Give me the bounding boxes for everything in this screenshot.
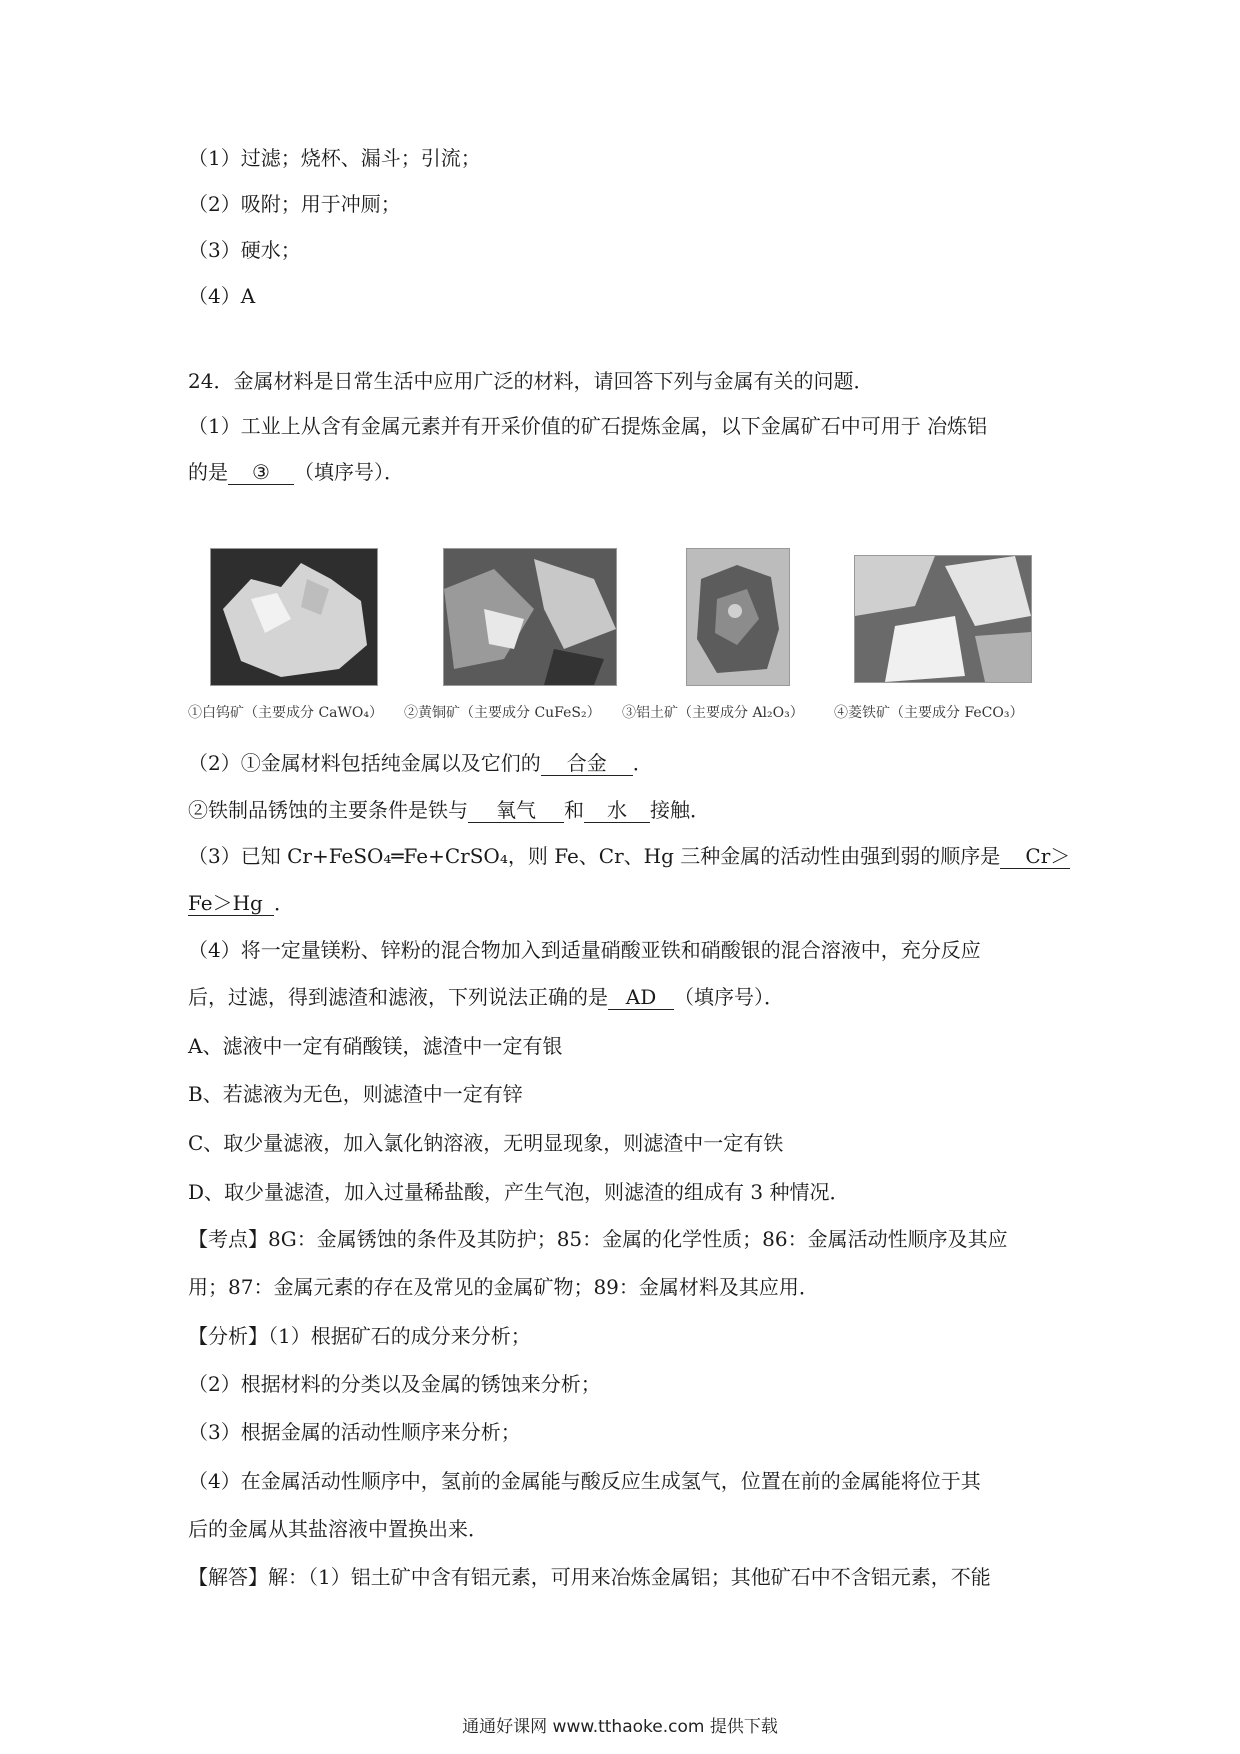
option-d: D、取少量滤渣，加入过量稀盐酸，产生气泡，则滤渣的组成有 3 种情况． (188, 1180, 850, 1204)
prev-answer-2: （2）吸附；用于冲厕； (188, 192, 401, 216)
q24-part1-line2 (188, 458, 404, 486)
ore-photo-3 (686, 548, 790, 686)
ore-photo-4 (854, 555, 1032, 683)
option-a: A、滤液中一定有硝酸镁，滤渣中一定有银 (188, 1034, 563, 1058)
q24-part2b (188, 796, 710, 824)
q24-part4-line2 (188, 983, 784, 1011)
q24-part2a (188, 749, 653, 777)
q24-part2b-answer-1: 氧气 (468, 798, 564, 823)
q24-part3-answer-a: Cr＞ (1000, 844, 1070, 869)
q24-part3-prefix: （3）已知 Cr+FeSO₄═Fe+CrSO₄，则 Fe、Cr、Hg 三种金属的活动性由强到弱的顺序是 (188, 844, 1001, 868)
page-footer: 通通好课网 www.tthaoke.com 提供下载 (462, 1717, 778, 1737)
ore-caption-1: ①白钨矿（主要成分 CaWO₄） (188, 705, 383, 721)
q24-part4-prefix: 后，过滤，得到滤渣和滤液，下列说法正确的是 (188, 985, 608, 1009)
q24-part1-prefix: 的是 (188, 460, 228, 484)
q24-part4-answer: AD (608, 985, 674, 1010)
fenxi-line3: （3）根据金属的活动性顺序来分析； (188, 1420, 521, 1444)
q24-part3-suffix: ． (274, 891, 294, 915)
prev-answer-1: （1）过滤；烧杯、漏斗；引流； (188, 146, 481, 170)
q24-part1-suffix: （填序号）． (294, 460, 404, 484)
chalcopyrite-ore-image (444, 549, 616, 685)
ore-caption-3: ③铝土矿（主要成分 Al₂O₃） (622, 705, 804, 721)
q24-part1-answer: ③ (228, 460, 294, 485)
q24-part3-line1 (188, 842, 1070, 870)
jieda-line1: 【解答】解：（1）铝土矿中含有铝元素，可用来冶炼金属铝；其他矿石中不含铝元素，不能 (188, 1565, 991, 1589)
q24-part1-line1: （1）工业上从含有金属元素并有开采价值的矿石提炼金属，以下金属矿石中可用于 冶炼铝 (188, 414, 988, 438)
q24-part2b-prefix: ②铁制品锈蚀的主要条件是铁与 (188, 798, 468, 822)
kaodian-line1: 【考点】8G：金属锈蚀的条件及其防护；85：金属的化学性质；86：金属活动性顺序及其应 (188, 1227, 1008, 1251)
siderite-ore-image (855, 556, 1031, 682)
option-c: C、取少量滤液，加入氯化钠溶液，无明显现象，则滤渣中一定有铁 (188, 1131, 784, 1155)
q24-part3-line2 (188, 889, 294, 917)
prev-answer-3: （3）硬水； (188, 238, 301, 262)
q24-part2a-prefix: （2）①金属材料包括纯金属以及它们的 (188, 751, 541, 775)
ore-photo-2 (443, 548, 617, 686)
q24-part2b-suffix: 接触． (650, 798, 710, 822)
q24-part2a-answer: 合金 (541, 751, 633, 776)
kaodian-line2: 用；87：金属元素的存在及常见的金属矿物；89：金属材料及其应用． (188, 1275, 819, 1299)
q24-part4-suffix: （填序号）． (674, 985, 784, 1009)
q24-part2a-suffix: ． (632, 751, 653, 775)
fenxi-line4a: （4）在金属活动性顺序中，氢前的金属能与酸反应生成氢气，位置在前的金属能将位于其 (188, 1469, 981, 1493)
q24-part4-line1: （4）将一定量镁粉、锌粉的混合物加入到适量硝酸亚铁和硝酸银的混合溶液中，充分反应 (188, 938, 981, 962)
fenxi-line1: 【分析】（1）根据矿石的成分来分析； (188, 1324, 531, 1348)
bauxite-ore-image (687, 549, 789, 685)
question-24-stem: 24．金属材料是日常生活中应用广泛的材料，请回答下列与金属有关的问题． (188, 369, 874, 393)
prev-answer-4: （4）A (188, 284, 256, 308)
option-b: B、若滤液为无色，则滤渣中一定有锌 (188, 1082, 523, 1106)
ore-caption-4: ④菱铁矿（主要成分 FeCO₃） (834, 705, 1024, 721)
white-tungsten-ore-image (211, 549, 377, 685)
q24-part3-answer-b: Fe＞Hg (188, 891, 274, 916)
fenxi-line2: （2）根据材料的分类以及金属的锈蚀来分析； (188, 1372, 601, 1396)
ore-caption-2: ②黄铜矿（主要成分 CuFeS₂） (404, 705, 601, 721)
q24-part2b-answer-2: 水 (584, 798, 650, 823)
ore-photo-1 (210, 548, 378, 686)
fenxi-line4b: 后的金属从其盐溶液中置换出来． (188, 1517, 488, 1541)
q24-part2b-middle: 和 (564, 798, 584, 822)
